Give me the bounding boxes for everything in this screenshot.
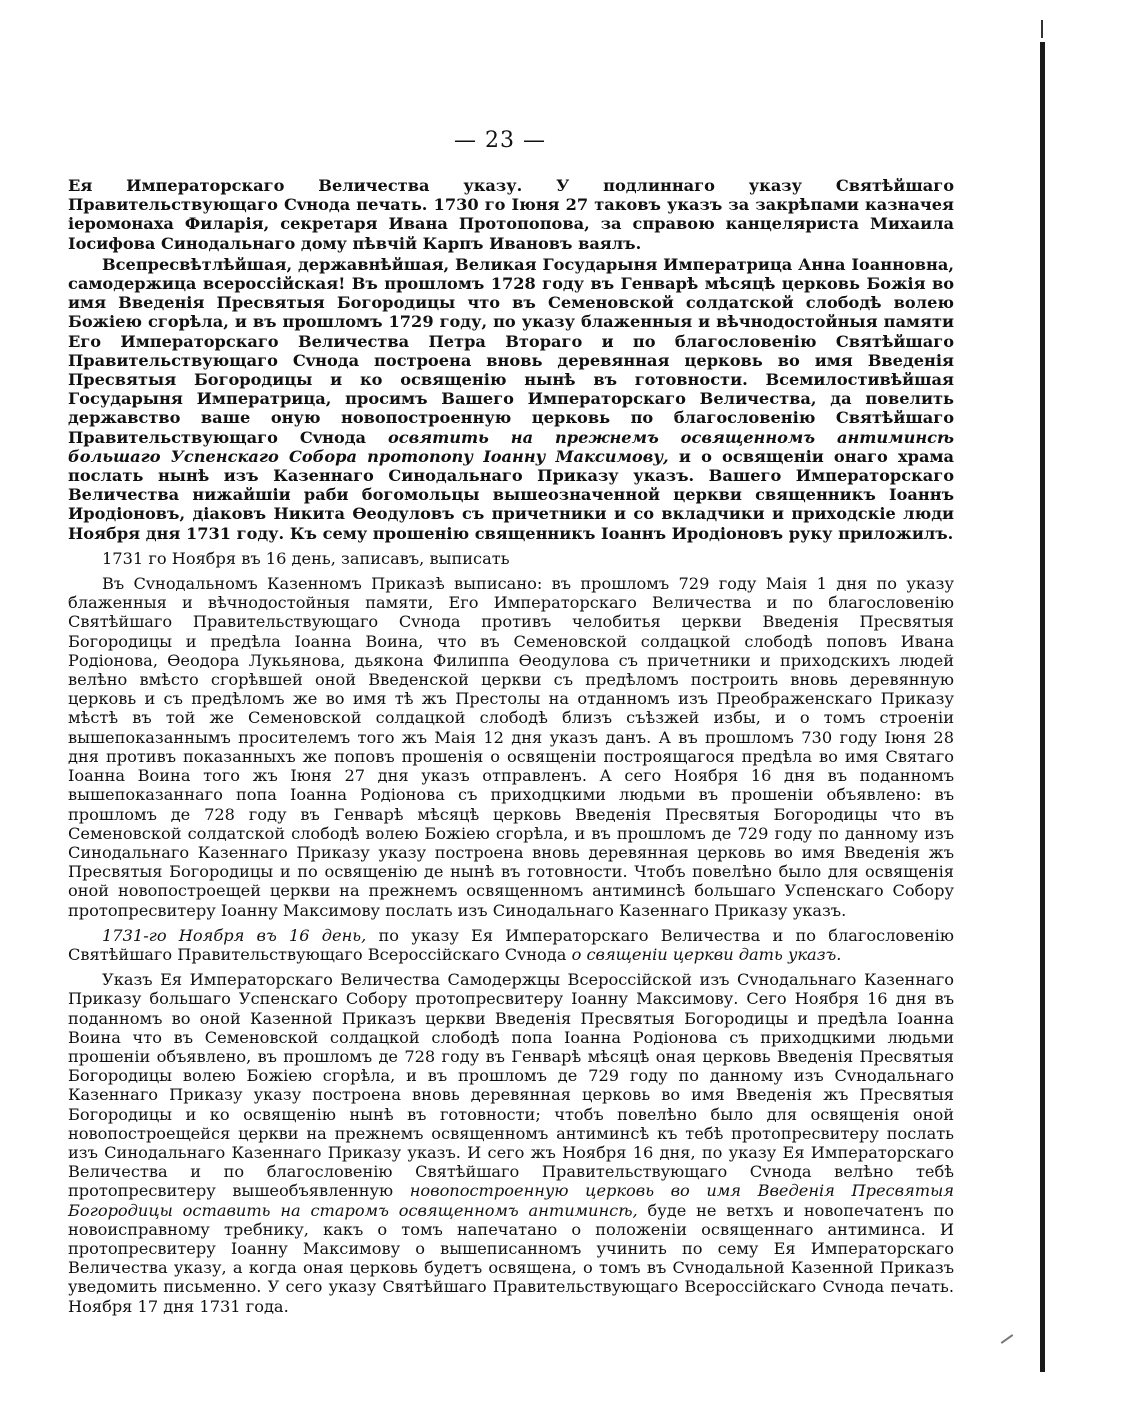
paragraph-text: 1731 го Ноября въ 16 день, записавъ, выписать [102,548,510,568]
paragraph-excerpt [68,574,954,920]
paragraph-text: Всепресвѣтлѣйшая, державнѣйшая, Великая Государыня Императрица Анна Іоанновна, самодержица всероссійская! Въ прошломъ 1728 году въ Генварѣ мѣсяцѣ церковь Божія во имя Введенія Пресвятыя Богородицы что въ Семеновской солдатской слободѣ волею Божіею сгорѣла, и въ прошломъ 1729 году, по указу блаженныя и вѣчнодостойныя памяти Его Императорскаго Величества Петра Втораго и по благословенію Святѣйшаго Правительствующаго Сvнода построена вновь деревянная церковь во имя Введенія Пресвятыя Богородицы и ко освященію нынѣ въ готовности. Всемилостивѣйшая Государыня Императрица, просимъ Вашего Императорскаго Величества, да повелить державство ваше оную новопостроенную церковь по благословенію Святѣйшаго Правительствующаго Сvнода [68,254,954,447]
paragraph-text: по указу Ея Императорскаго Величества и по благословенію Святѣйшаго Правительствующаго Всероссійскаго Сvнода [68,925,955,964]
paragraph-resolution [68,926,954,964]
paragraph-text-tail: буде не ветхъ и новопечатенъ по новоисправному требнику, какъ о томъ напечатано о положеніи освященнаго антиминса. И протопресвитеру Іоанну Максимову о вышеписанномъ учинить по сему Ея Императорскаго Величества указу, а когда оная церковь будетъ освящена, о томъ въ Сvнодальной Казенной Приказъ уведомить письменно. У сего указу Святѣйшаго Правительствующаго Всероссійскаго Сvнода печать. Ноября 17 дня 1731 года. [68,1200,954,1316]
paragraph-record-note [68,549,954,568]
scan-speck [1001,1334,1014,1344]
page-number: — 23 — [454,128,546,153]
document-body [68,176,954,1318]
paragraph-italic-tail: о священіи церкви дать указъ. [571,944,842,964]
paragraph-text: Ея Императорскаго Величества указу. У подлиннаго указу Святѣйшаго Правительствующаго Сvнода печать. 1730 го Іюня 27 таковъ указъ за закрѣпами казначея іеромонаха Филарія, секретаря Ивана Протопопова, за справою канцеляриста Михаила Іосифова Синодальнаго дому пѣвчій Карпъ Ивановъ ваялъ. [68,176,954,253]
paragraph-petition [68,255,954,543]
paragraph-italic: новопостроенную церковь во имя Введенія Пресвятыя Богородицы оставить на старомъ освященномъ антиминсѣ, [68,1181,954,1220]
paragraph-text: Указъ Ея Императорскаго Величества Самодержцы Всероссійской изъ Сvнодальнаго Казеннаго Приказу большаго Успенскаго Собору протопресвитеру Іоанну Максимову. Сего Ноября 16 дня въ поданномъ во оной Казенной Приказъ церкви Введенія Пресвятыя Богородицы и предѣла Іоанна Воина что въ Семеновской солдацкой слободѣ попа Іоанна Родіонова съ приходцкими людьми прошеніи объявлено, въ прошломъ де 728 году въ Генварѣ мѣсяцѣ оная церковь Введенія Пресвятыя Богородицы волею Божіею сгорѣла, и въ прошломъ де 729 году по данному изъ Сvнодальнаго Казеннаго Приказу указу построена вновь деревянная церковь во имя Введенія жъ Пресвятыя Богородицы и ко освященію нынѣ въ готовности; чтобъ повелѣно было для освященія оной новопостроещейся церкви на прежнемъ освященномъ антиминсѣ къ тебѣ протопресвитеру послать изъ Синодальнаго Казеннаго Приказу указъ. И сего жъ Ноября 16 дня, по указу Ея Императорскаго Величества и по благословенію Святѣйшаго Правительствующаго Сvнода велѣно тебѣ протопресвитеру вышеобъявленную [68,970,954,1201]
paragraph-decree-seal [68,176,954,253]
paragraph-text: Въ Сvнодальномъ Казенномъ Приказѣ выписано: въ прошломъ 729 году Маія 1 дня по указу блаженныя и вѣчнодостойныя памяти, Его Императорскаго Величества и по благословенію Святѣйшаго Правительствующаго Сvнода противъ челобитья церкви Введенія Пресвятыя Богородицы и предѣла Іоанна Воина, что въ Семеновской солдацкой слободѣ поповъ Ивана Родіонова, Ѳеодора Лукьянова, дьякона Филиппа Ѳеодулова съ причетники и приходскихъ людей велѣно вмѣсто сгорѣвшей оной Введенской церкви съ предѣломъ построить вновь деревянную церковь и съ предѣломъ же во имя тѣ жъ Престолы на отданномъ изъ Преображенскаго Приказу мѣстѣ въ той же Семеновской солдацкой слободѣ близъ съѣзжей избы, и о томъ строеніи вышепоказаннымъ просителемъ того жъ Маія 12 дня указъ данъ. А въ прошломъ 730 году Іюня 28 дня противъ показанныхъ же поповъ прошенія о освященіи построящагося предѣла во имя Святаго Іоанна Воина того жъ Іюня 27 дня указъ отправленъ. А сего Ноября 16 дня въ поданномъ вышепоказаннаго попа Іоанна Родіонова съ приходцкими людьми въ прошеніи объявлено: въ прошломъ де 728 году въ Генварѣ мѣсяцѣ церковь Введенія Пресвятыя Богородицы что въ Семеновской солдатской слободѣ волею Божіею сгорѣла, и въ прошломъ де 729 году по данному изъ Синодальнаго Казеннаго Приказу указу построена вновь деревянная церковь во имя Введенія жъ Пресвятыя Богородицы и по освященію де нынѣ въ готовности. Чтобъ повелѣно было для освященія оной новопостроещей церкви на прежнемъ освященномъ антиминсѣ большаго Успенскаго Собору протопресвитеру Іоанну Максимову послать изъ Синодальнаго Казеннаго Приказу указъ. [68,574,954,920]
scan-edge-mark [1041,20,1043,38]
paragraph-text-tail: и о освященіи онаго храма послать нынѣ изъ Казеннаго Синодальнаго Приказу указъ. Вашего Императорскаго Величества нижайшіи раби богомольцы вышеозначенной церкви священникъ Іоаннъ Иродіоновъ, діаковъ Никита Ѳеодуловъ съ причетники и со вкладчики и приходскіе люди Ноября дня 1731 году. Къ сему прошенію священникъ Іоаннъ Иродіоновъ руку приложилъ. [68,446,954,543]
paragraph-italic: освятить на прежнемъ освященномъ антиминсѣ большаго Успенскаго Собора протопопу Іоанну Максимову, [68,427,954,466]
paragraph-decree [68,970,954,1316]
scan-edge-bar [1040,42,1045,1372]
paragraph-italic-lead: 1731-го Ноября въ 16 день, [102,925,367,945]
